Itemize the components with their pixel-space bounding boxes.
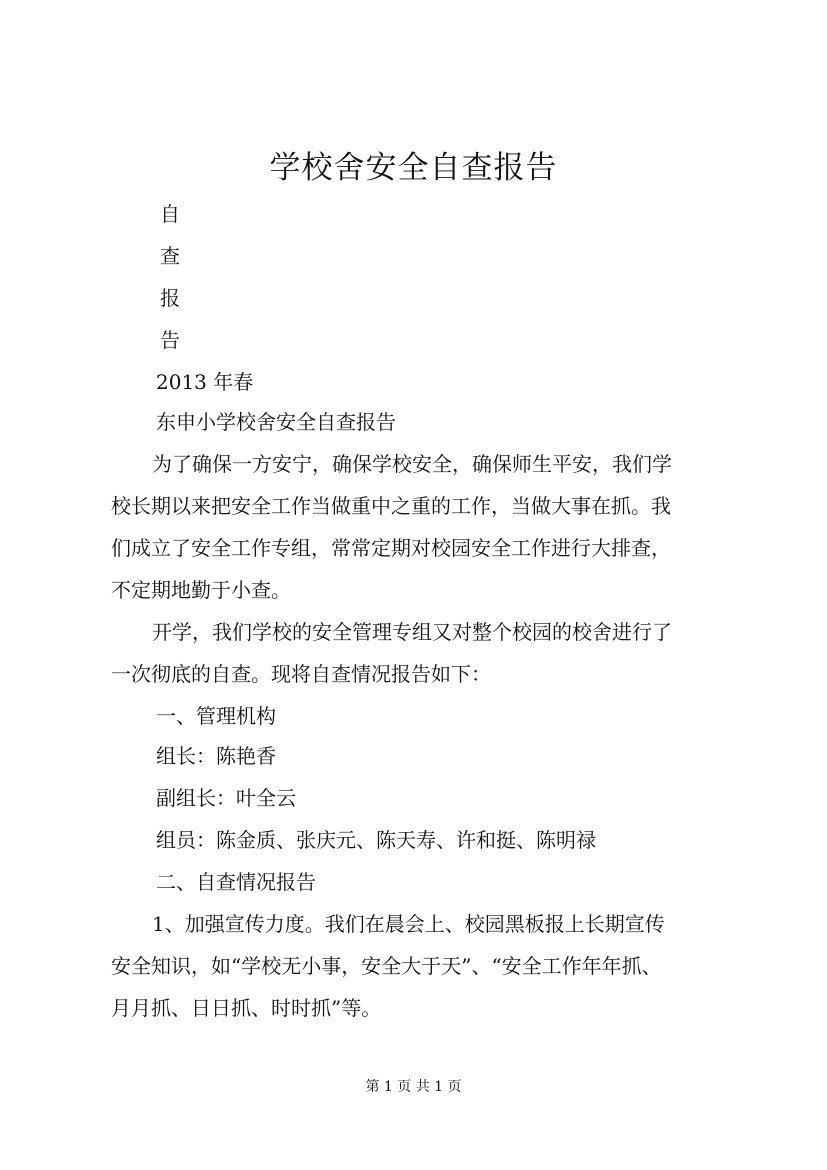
paragraph-line: 开学，我们学校的安全管理专组又对整个校园的校舍进行了: [152, 620, 672, 644]
vertical-heading-char: 自: [160, 202, 180, 226]
section-heading: 一、管理机构: [156, 704, 276, 728]
paragraph-line: 一次彻底的自查。现将自查情况报告如下：: [111, 662, 491, 686]
vertical-heading-char: 告: [160, 328, 180, 352]
document-subtitle: 东申小学校舍安全自查报告: [156, 410, 396, 434]
vertical-heading-char: 查: [160, 244, 180, 268]
page-footer: 第 1 页 共 1 页: [365, 1079, 462, 1095]
vice-leader-line: 副组长：叶全云: [156, 786, 296, 810]
section-heading: 二、自查情况报告: [156, 870, 316, 894]
paragraph-line: 安全知识，如“学校无小事，安全大于天”、“安全工作年年抓、: [111, 954, 662, 978]
paragraph-line: 1、加强宣传力度。我们在晨会上、校园黑板报上长期宣传: [152, 912, 665, 936]
members-line: 组员：陈金质、张庆元、陈天寿、许和挺、陈明禄: [156, 828, 596, 852]
document-date: 2013 年春: [156, 370, 254, 394]
paragraph-line: 不定期地勤于小查。: [111, 578, 291, 602]
vertical-heading-char: 报: [160, 286, 180, 310]
leader-line: 组长：陈艳香: [156, 744, 276, 768]
document-title: 学校舍安全自查报告: [269, 150, 558, 186]
paragraph-line: 月月抓、日日抓、时时抓”等。: [111, 996, 382, 1020]
paragraph-line: 校长期以来把安全工作当做重中之重的工作，当做大事在抓。我: [111, 494, 671, 518]
paragraph-line: 为了确保一方安宁，确保学校安全，确保师生平安，我们学: [152, 452, 672, 476]
paragraph-line: 们成立了安全工作专组，常常定期对校园安全工作进行大排查，: [111, 536, 671, 560]
